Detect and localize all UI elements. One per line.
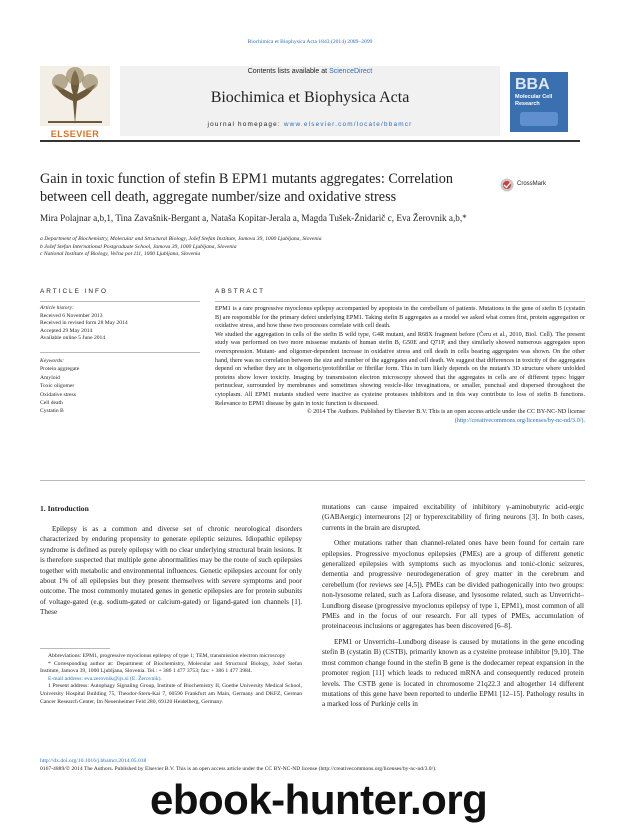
crossmark-icon [500,178,514,192]
body-paragraph: Other mutations rather than channel-related ones have been found for certain rare epilepsies. Progressive myoclonus epilepsies (PMEs) are a group of different genetic generalized epilepsies with symptoms such as myoclonus and tonic-clonic seizures, dementia and progressive neurodegeneration of grey matter in the cerebrum and cerebellum (for reviews see [4,5]). PMEs can be divided pathogenically into two groups: non-lysosome related, such as Lafora disease, and lysosome related, such as Unverricht–Lundborg disease (progressive myoclonus epilepsy of type 1, EPM1), most common of all PMEs and in the focus of our research. For all types of PMEs, accumulation of proteinaceous inclusions or aggregates has been discovered [6–8]. [322,539,584,631]
keywords-rule [40,352,200,353]
journal-title: Biochimica et Biophysica Acta [210,89,410,106]
keyword: Cystatin B [40,408,64,415]
copyright-text: © 2014 The Authors. Published by Elsevier B.V. This is an open access article under the CC BY-NC-ND license [306,408,585,416]
journal-header [120,66,500,136]
cover-line2: Research [515,101,540,107]
intro-right-column [322,502,584,715]
footnote-rule [40,648,110,649]
footnote-email[interactable]: E-mail address: eva.zerovnik@ijs.si (E. Žerovnik). [48,675,162,682]
header-rule [40,140,580,142]
history-label: Article history: [40,305,75,311]
history-item: Received 6 November 2013 [40,312,103,319]
cover-line1: Molecular Cell [515,94,553,100]
body-paragraph: Epilepsy is as a common and diverse set of chronic neurological disorders characterized by enduring propensity to generate epileptic seizures. Idiopathic epilepsy syndrome is defined as purely epilepsy with no clear underlying structural brain lesions. It is therefore suspected that multiple gene abnormalities may be the route of such epilepsies together with metabolic and environmental influences. Genetic epilepsies account for only about 1% of all epilepsies but they present themselves with severe symptoms and poor outcome. The most commonly mutated genes in genetic epilepsies are for protein subunits of voltage-gated (e.g. sodium-gated or calcium-gated) or ligand-gated ion channels [1]. These [40,525,302,617]
affiliation-c: c National Institute of Biology, Večna pot 111, 1000 Ljubljana, Slovenia [40,251,201,258]
abstract-end-rule [40,480,585,481]
contents-line [120,68,500,75]
watermark: ebook-hunter.org [150,776,488,823]
homepage-line [120,121,500,128]
homepage-link[interactable]: www.elsevier.com/locate/bbamcr [283,121,413,128]
history-item: Received in revised form 28 May 2014 [40,320,128,327]
affiliation-b: b Jožef Stefan International Postgraduate School, Jamova 39, 1000 Ljubljana, Slovenia [40,243,237,250]
footnote: Abbreviations: EPM1, progressive myoclonus epilepsy of type 1; TEM, transmission electron microscopy [48,653,286,659]
footnote: * Corresponding author at: Department of Biochemistry, Molecular and Structural Biology, Jožef Stefan Institute, Jamova 39, 1000 Ljubljana, Slovenia. Tel.: + 386 1 477 3753; fax: + 386 1 477 3984. [40,660,302,675]
sciencedirect-link[interactable]: ScienceDirect [329,68,373,75]
keyword: Protein aggregate [40,366,80,373]
article-info-heading: ARTICLE INFO [40,288,108,295]
keywords [40,357,200,416]
abstract-paragraph: We studied the aggregation in cells of the stefin B wild type, G4R mutant, and R68X fragment before (Čeru et al., 2010, Biol. Cell). The present study was performed on two more missense mutants of human stefin B, G50E and Q71P, and they similarly showed numerous aggregates upon overexpression. Mutant- and oligomer-dependent increase in oxidative stress and cell death in cells bearing aggregates was shown. On the other hand, there was no correlation between the size and number of the aggregates and cell death. We suggest that differences in toxicity of the aggregates depend on whether they are in oligomeric/protofibrillar or fibrillar form. This in turn likely depends on the mutant's 3D structure where unfolded proteins show lower toxicity. Imaging by transmission electron microscopy showed that the aggregates in cells are of different types: bigger perinuclear, surrounded by membranes and sometimes showing vesicle-like invaginations, or smaller, punctual and dispersed throughout the cytoplasm. All EPM1 mutants studied were inactive as cysteine proteases inhibitors and in this way contribute to loss of stefin B functions. Relevance to EPM1 disease by gain in toxic function is discussed. [215,330,585,407]
footnote: 1 Present address: Autophagy Signaling Group, Institute of Biochemistry II, Goethe University Medical School, University Hospital Building 75, Theodor-Stern-Kai 7, 60590 Frankfurt am Main, Germany and DKFZ, German Cancer Research Center, Im Neuenheimer Feld 280, 69120 Heidelberg, Germany. [40,683,302,705]
abstract-rule [215,301,585,302]
homepage-prefix: journal homepage: [207,121,284,128]
keyword: Cell death [40,400,63,407]
history-item: Accepted 29 May 2014 [40,327,93,334]
cover-bba: BBA [515,76,550,93]
body-paragraph: EPM1 or Unverricht–Lundborg disease is caused by mutations in the gene encoding stefin B (cystatin B) (CSTB), primarily known as a cysteine protease inhibitor [9,10]. The most common change found in the stefin B gene is the dodecamer repeat expansion in the promoter region [11] which leads to reduced mRNA and consequently reduced protein levels. The CSTB gene is located in chromosome 21q22.3 and altogether 14 different mutations of this gene have been reported to underlie EPM1 [12–15]. Pathology results in a marked loss of Purkinje cells in [322,637,584,709]
copyright-line [215,408,585,425]
intro-heading: 1. Introduction [40,504,89,513]
authors: Mira Polajnar a,b,1, Tina Zavašnik-Bergant a, Nataša Kopitar-Jerala a, Magda Tušek-Žnidarič c, Eva Žerovnik a,b,* [40,213,467,223]
abstract-heading: ABSTRACT [215,288,266,295]
keywords-label: Keywords: [40,358,65,364]
intro-left-column [40,524,302,623]
body-paragraph: mutations can cause impaired excitability of inhibitory γ-aminobutyric acid-ergic (GABAergic) interneurons [2] or hyperexcitability of firing neurons [3]. In both cases, currents in the brain are disrupted. [322,503,584,532]
article-info-rule [40,301,200,302]
journal-cover [510,72,568,132]
crossmark-badge[interactable] [500,178,580,194]
article-history [40,305,200,343]
abstract-paragraph: EPM1 is a rare progressive myoclonus epilepsy accompanied by apoptosis in the cerebellum of patients. Mutations in the gene of stefin B (cystatin B) are responsible for the primary defect underlying EPM1. Taking stefin B aggregates as a model we asked what comes first, protein aggregation or oxidative stress, and how these two processes correlate with cell death. [215,305,585,330]
keyword: Oxidative stress [40,391,76,398]
abstract [215,305,585,425]
cover-image [520,112,558,126]
keyword: Amyloid [40,374,60,381]
contents-prefix: Contents lists available at [247,68,330,75]
history-item: Available online 5 June 2014 [40,335,106,342]
affiliations [40,236,585,259]
license-link[interactable]: (http://creativecommons.org/licenses/by-nc-nd/3.0/). [454,416,585,424]
affiliation-a: a Department of Biochemistry, Molecular and Structural Biology, Jožef Stefan Institute, Jamova 39, 1000 Ljubljana, Slovenia [40,236,322,242]
keyword: Toxic oligomer [40,383,75,390]
elsevier-wordmark: ELSEVIER [50,129,100,139]
crossmark-label: CrossMark [517,181,547,187]
doi-link[interactable]: http://dx.doi.org/10.1016/j.bbamcr.2014.05.018 [40,758,147,764]
journal-reference[interactable]: Biochimica et Biophysica Acta 1843 (2014) 2089–2099 [247,39,373,45]
article-title: Gain in toxic function of stefin B EPM1 mutants aggregates: Correlation between cell death, aggregate number/size and oxidative stress [40,171,453,205]
issn-line: 0167-4889/© 2014 The Authors. Published by Elsevier B.V. This is an open access article under the CC BY-NC-ND license (http://creativecommons.org/licenses/by-nc-nd/3.0/). [40,766,437,772]
elsevier-tree-logo [40,66,110,139]
footnotes [40,653,302,706]
